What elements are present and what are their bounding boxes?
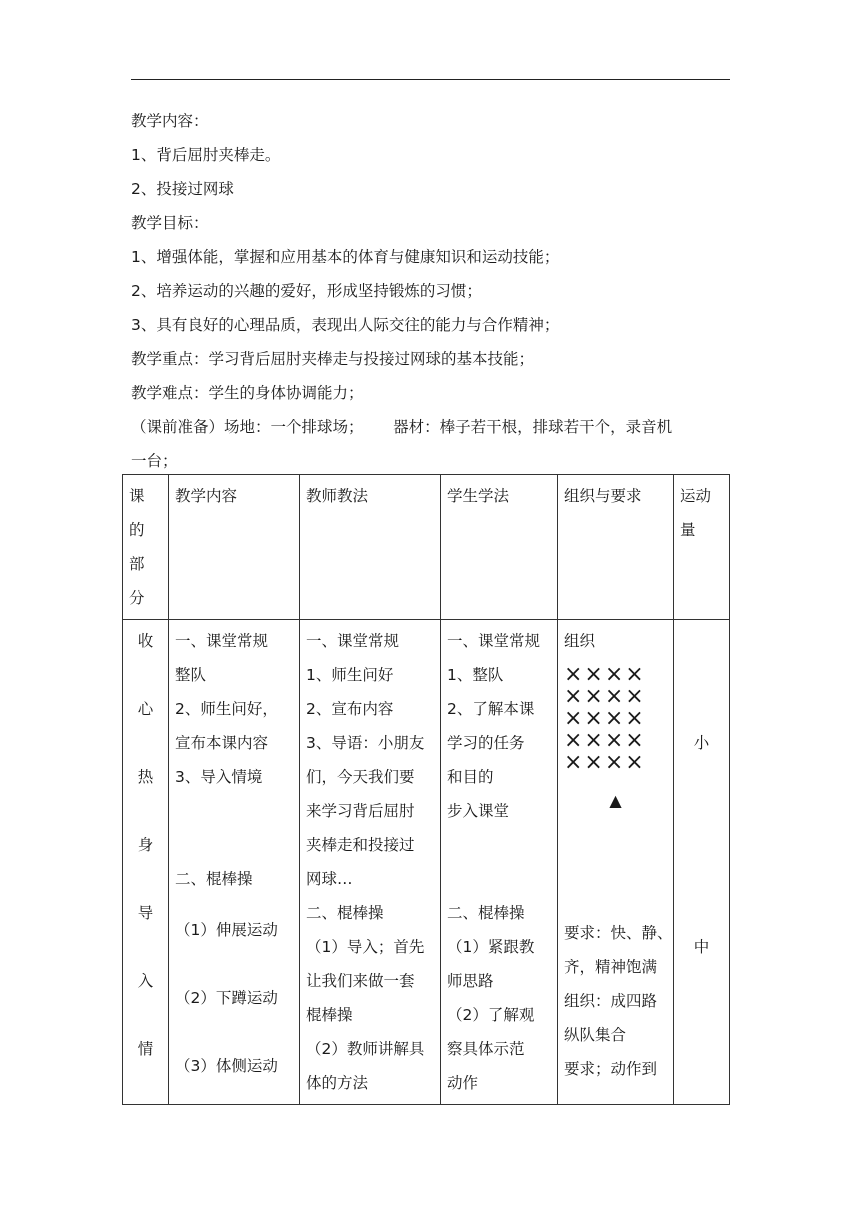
header-org: 组织与要求 [558, 475, 674, 620]
teacher-cell: 一、课堂常规 1、师生问好 2、宣布内容 3、导语：小朋友 们，今天我们要 来学习背后屈肘 夹棒走和投接过 网球… 二、棍棒操 （1）导入；首先 让我们来做一套 棍棒操 （2）教师讲解具 体的方法 [300, 620, 441, 1105]
intro-line: 教学难点：学生的身体协调能力； [131, 384, 364, 402]
lesson-table [122, 474, 730, 1105]
table-row [123, 620, 730, 1105]
intro-line: 1、背后屈肘夹棒走。 [131, 146, 281, 164]
intro-line: 2、投接过网球 [131, 180, 234, 198]
student-formation [564, 664, 667, 774]
load-low: 小 [693, 734, 710, 752]
header-part: 课 的 部 分 [123, 475, 169, 620]
intro-line: 教学目标： [131, 214, 209, 232]
part-cell: 收 心 热 身 导 入 情 [123, 620, 169, 1105]
teacher-position-icon: ▲ [609, 791, 622, 810]
intro-line: 一台； [131, 452, 178, 470]
org-cell: 组织 ×××× ×××× ×××× ×××× ×××× ▲ 要求：快、静、 齐，精神饱满 组织：成四路 纵队集合 要求；动作到 [558, 620, 674, 1105]
intro-line: 3、具有良好的心理品质，表现出人际交往的能力与合作精神； [131, 316, 560, 334]
table-header-row [123, 475, 730, 620]
load-cell [674, 620, 730, 1105]
header-rule [131, 79, 730, 80]
formation-row: ×××× [564, 706, 646, 731]
student-cell: 一、课堂常规 1、整队 2、了解本课 学习的任务 和目的 步入课堂 二、棍棒操 （1）紧跟教 师思路 （2）了解观 察具体示范 动作 [441, 620, 558, 1105]
formation-row: ×××× [564, 750, 646, 775]
header-load: 运动 量 [674, 475, 730, 620]
intro-line: 2、培养运动的兴趣的爱好，形成坚持锻炼的习惯； [131, 282, 482, 300]
formation-row: ×××× [564, 662, 646, 687]
intro-line: 教学内容： [131, 112, 209, 130]
header-content: 教学内容 [169, 475, 300, 620]
load-medium: 中 [693, 938, 710, 956]
formation-row: ×××× [564, 728, 646, 753]
intro-line: （课前准备）场地：一个排球场； 器材：棒子若干根，排球若干个，录音机 [131, 418, 673, 436]
header-student: 学生学法 [441, 475, 558, 620]
intro-line: 1、增强体能，掌握和应用基本的体育与健康知识和运动技能； [131, 248, 560, 266]
formation-row: ×××× [564, 684, 646, 709]
intro-text [131, 104, 731, 478]
content-cell: 一、课堂常规 整队 2、师生问好， 宣布本课内容 3、导入情境 二、棍棒操 （1）伸展运动 （2）下蹲运动 （3）体侧运动 [169, 620, 300, 1105]
header-teacher: 教师教法 [300, 475, 441, 620]
intro-line: 教学重点：学习背后屈肘夹棒走与投接过网球的基本技能； [131, 350, 535, 368]
